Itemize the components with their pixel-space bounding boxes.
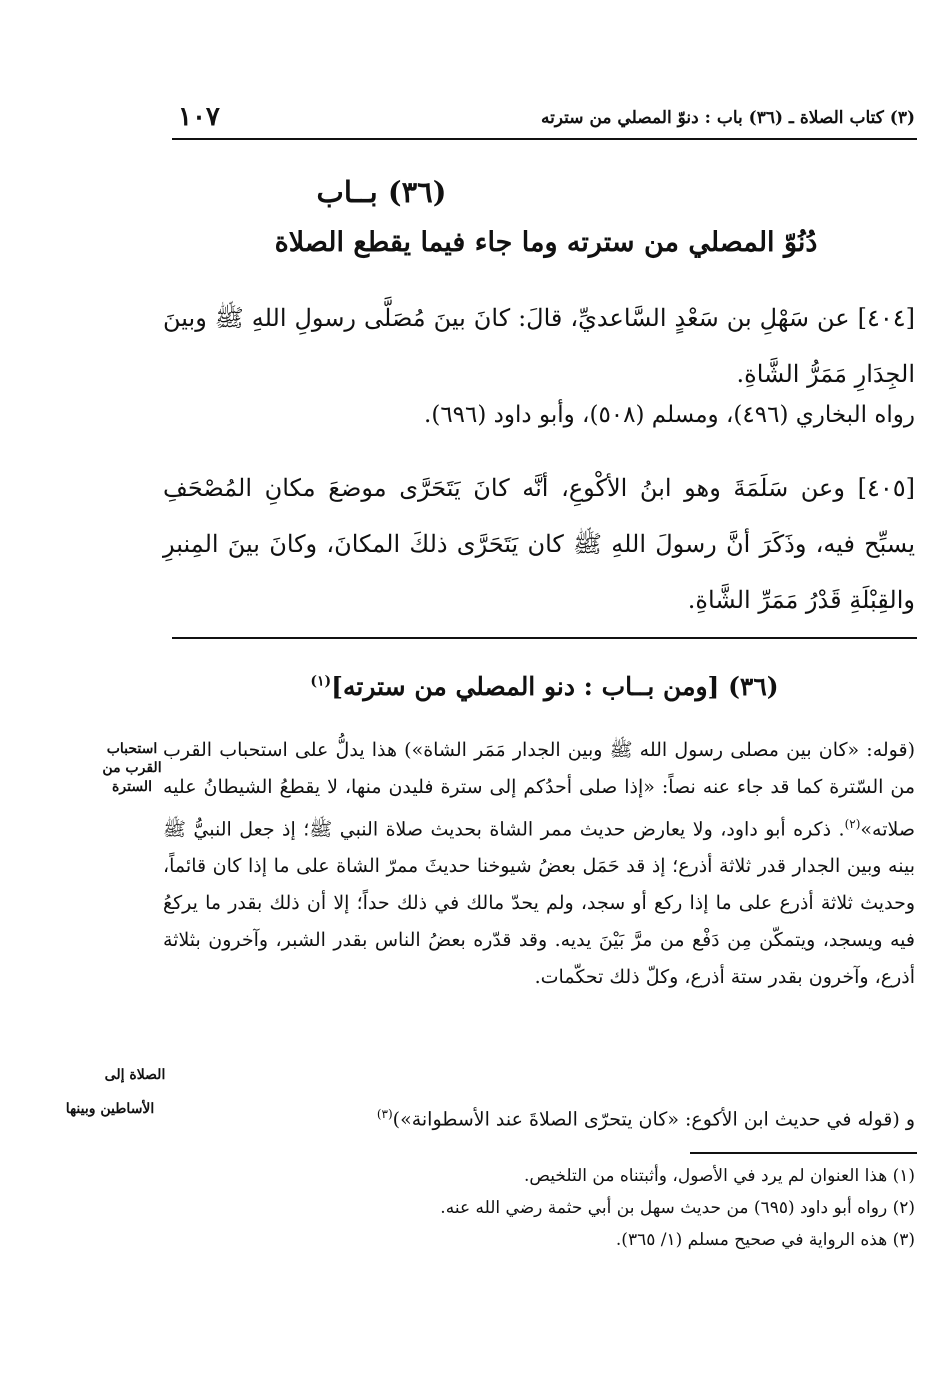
footnote-ref-2: (٢) [844,817,861,831]
chapter-title: دُنُوّ المصلي من سترته وما جاء فيما يقطع الصلاة [274,227,818,258]
commentary-title [172,672,917,701]
hadith-404 [163,290,915,402]
hadith-text: وعن سَلَمَةَ وهو ابنُ الأكْوعِ، أنَّه كانَ يَتَحَرَّى موضعَ مكانِ المُصْحَفِ يسبِّح فيه، وذَكَرَ أنَّ رسولَ اللهِ ﷺ كان يَتَحَرَّى ذلكَ المكانَ، وكانَ بينَ المِنبرِ والقِبْلَةِ قَدْرُ مَمَرِّ الشَّاةِ. [163,474,915,614]
running-title: (٣) كتاب الصلاة ـ (٣٦) باب : دنوّ المصلي من سترته [540,108,915,128]
commentary-paragraph: (قوله: «كان بين مصلى رسول الله ﷺ وبين الجدار مَمَر الشاة») هذا يدلُّ على استحباب القرب من السّترة كما قد جاء عنه نصاً: «إذا صلى أحدُكم إلى سترة فليدن منها، لا يقطعُ الشيطانُ عليه صلاته» [163,739,915,841]
takhrij: رواه البخاري (٤٩٦)، ومسلم (٥٠٨)، وأبو داود (٦٩٦). [424,402,915,428]
footnote: (١) هذا العنوان لم يرد في الأصول، وأثبتناه من التلخيص. [523,1166,915,1186]
margin-note: استحباب القرب من السترة [102,741,162,795]
hadith-number: [٤٠٤] [857,304,915,332]
commentary-body [163,732,915,996]
footnotes [163,1160,915,1256]
page-number: ١٠٧ [178,102,220,132]
chapter-number: (٣٦) بــاب [316,175,447,209]
margin-note: الأساطين وبينها [65,1101,155,1117]
commentary-title-text: (٣٦) [ومن بــاب : دنو المصلي من سترته] [331,672,779,701]
footnote: (٣) هذه الرواية في صحيح مسلم (١/ ٣٦٥). [615,1230,915,1250]
header-rule [172,138,917,140]
commentary-paragraph-cont: . ذكره أبو داود، ولا يعارض حديث ممر الشاة بحديث صلاة النبي ﷺ؛ إذ جعل النبيُّ ﷺ بينه وبين الجدار قدر ثلاثة أذرع؛ إذ قد حَمَل بعضُ شيوخنا حديثَ ممرّ الشاة على ما إذا كان قائماً، وحديث ثلاثة أذرع على ما إذا ركع أو سجد، ولم يحدّ مالك في ذلك حداً؛ إلا أن ذلك بقدر ما يركعُ فيه ويسجد، ويتمكّن مِن دَفْع من مرَّ بَيْنَ يديه. وقد قدّره بعضُ الناس بقدر الشبر، وآخرون بثلاثة أذرع، وآخرون بقدر ستة أذرع، وكلّ ذلك تحكّمات. [163,818,915,989]
page-header [178,102,915,136]
footnote: (٢) رواه أبو داود (٦٩٥) من حديث سهل بن أبي حثمة رضي الله عنه. [440,1198,915,1218]
commentary-tail [163,1096,915,1138]
margin-note: الصلاة إلى [104,1067,166,1083]
hadith-number: [٤٠٥] [857,474,915,502]
footnote-rule [690,1152,917,1154]
commentary-paragraph-2: و (قوله في حديث ابن الأكوع: «كان يتحرّى الصلاةَ عند الأسطوانة») [392,1108,915,1131]
footnote-ref-3: (٣) [376,1107,393,1121]
footnote-ref-1: (١) [310,673,332,690]
hadith-text: عن سَهْلِ بن سَعْدٍ السَّاعديِّ، قالَ: كانَ بينَ مُصَلَّى رسولِ اللهِ ﷺ وبينَ الجِدَارِ مَمَرُّ الشَّاةِ. [163,304,915,388]
hadith-405 [163,460,915,628]
section-divider [172,637,917,639]
